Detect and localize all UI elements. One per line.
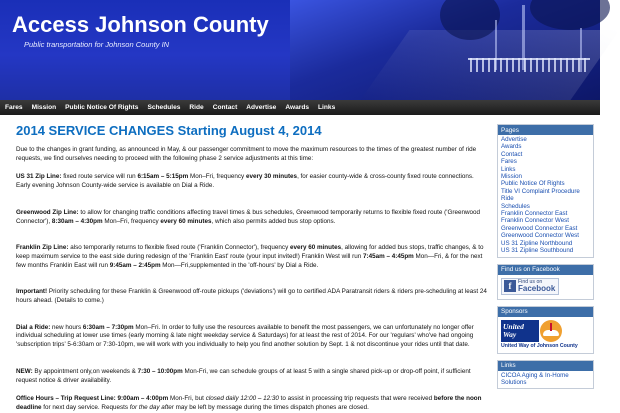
franklin-paragraph: [16, 244, 488, 270]
important-text: Priority scheduling for these Franklin & Greenwood off-route pickups ('deviations') will go to certified ADA Paratransit riders & riders pre-scheduling at least 24 hours ahead. (Details to come.): [16, 288, 487, 305]
pages-widget: [497, 124, 594, 258]
greenwood-text: Mon–Fri, frequency: [102, 217, 161, 225]
sidebar-page-link[interactable]: Public Notice Of Rights: [501, 180, 565, 188]
important-paragraph: [16, 288, 488, 305]
us31-label: US 31 Zip Line:: [16, 173, 62, 181]
main-content: [16, 123, 488, 411]
franklin-text: , allowing for added bus stops, traffic changes, & to keep maximum service to the east side during redesign of the 'Franklin East' route (your input invited!) Franklin West will run: [16, 244, 484, 260]
sidebar-page-link[interactable]: Greenwood Connector East: [501, 224, 578, 232]
nav-item-advertise[interactable]: Advertise: [246, 104, 277, 111]
dial-text: new hours: [50, 323, 83, 331]
sidebar-page-link[interactable]: Schedules: [501, 202, 530, 210]
us31-hours: 6:15am – 5:15pm: [137, 173, 189, 181]
links-widget-title: Links: [498, 361, 593, 371]
sidebar-page-link[interactable]: Awards: [501, 143, 522, 151]
nav-item-fares[interactable]: Fares: [5, 104, 23, 111]
sidebar-page-link[interactable]: Title VI Complaint Procedure: [501, 187, 580, 195]
sidebar-page-link[interactable]: Fares: [501, 158, 517, 166]
sidebar-page-link[interactable]: US 31 Zipline Northbound: [501, 239, 573, 247]
united-way-logo-icon: [501, 320, 565, 342]
new-text: By appointment only,on weekends &: [32, 367, 138, 375]
sidebar-page-link[interactable]: Franklin Connector West: [501, 217, 569, 225]
dial-a-ride-paragraph: [16, 324, 488, 350]
franklin-text: Mon—Fri,supplemented in the 'off-hours' by Dial a Ride.: [160, 261, 319, 269]
site-title-link[interactable]: Access Johnson County: [12, 12, 269, 37]
office-hours-paragraph: [16, 395, 488, 412]
greenwood-hours: 8:30am – 4:30pm: [51, 217, 103, 225]
franklin-west-hours: 7:45am – 4:45pm: [363, 252, 414, 260]
sidebar-page-link[interactable]: Links: [501, 165, 516, 173]
nav-item-links[interactable]: Links: [318, 104, 336, 111]
sidebar-external-link[interactable]: CICOA Aging & In-Home Solutions: [501, 371, 569, 386]
greenwood-text: , which also permits added bus stop options.: [211, 217, 336, 225]
sponsors-widget-title: Sponsors: [498, 307, 593, 317]
sidebar-page-link[interactable]: Advertise: [501, 136, 527, 143]
us31-frequency: every 30 minutes: [245, 173, 298, 181]
office-text: to assist in processing trip requests that were received: [278, 395, 434, 403]
dial-label: Dial a Ride:: [16, 323, 51, 331]
sidebar-page-link[interactable]: Greenwood Connector West: [501, 232, 579, 240]
franklin-frequency: every 60 minutes: [289, 244, 342, 252]
office-after: for the day after: [129, 403, 174, 411]
facebook-widget-title: Find us on Facebook: [498, 265, 593, 275]
greenwood-label: Greenwood Zip Line:: [16, 208, 79, 216]
fb-big-text: Facebook: [518, 284, 556, 293]
new-text: Mon-Fri, we can schedule groups of at least 5 with a single shared pick-up or drop-off point, if sufficient request notice & driver availability.: [16, 367, 471, 384]
office-label: Office Hours – Trip Request Line: 9:00am – 4:00pm: [16, 395, 169, 403]
sidebar-page-link[interactable]: Mission: [501, 173, 522, 181]
us31-text: , for easier county-wide & cross-county fixed route connections. Early evening Johnson County-wide service is available on Dial a Ride.: [16, 173, 474, 190]
us31-text: fixed route service will run: [61, 173, 138, 181]
greenwood-paragraph: [16, 209, 488, 226]
nav-item-awards[interactable]: Awards: [285, 104, 310, 111]
new-label: NEW:: [16, 367, 33, 375]
united-way-sponsor[interactable]: [501, 318, 590, 351]
page-title: 2014 SERVICE CHANGES Starting August 4, 2014: [16, 123, 322, 138]
sidebar: [497, 124, 594, 400]
fb-small-text: Find us on: [518, 279, 543, 286]
office-closed: closed daily 12:00 – 12:30: [205, 395, 279, 403]
greenwood-frequency: every 60 minutes: [160, 217, 212, 225]
united-way-caption: United Way of Johnson County: [501, 342, 578, 349]
new-paragraph: [16, 368, 488, 385]
site-tagline: Public transportation for Johnson County IN: [24, 40, 170, 49]
nav-item-schedules[interactable]: Schedules: [147, 104, 181, 111]
franklin-text: Mon—Fri, & for the next few months Franklin East will run: [16, 252, 483, 269]
dial-text: Mon–Fri. In order to fully use the resources available to benefit the most passengers, we can unfortunately no longer offer individual scheduling at lower use times (early morning & late night weekday service & Saturdays) for at least the rest of 2014. For our 'regulars' who've had ongoing 'subscription trips' 5-6:30am or 7:30-10pm, we will work with you individually to help you find another solution by Sept. 1 & not discontinue your rides until that date.: [16, 323, 474, 349]
franklin-east-hours: 9:45am – 2:45pm: [109, 261, 161, 269]
header-photo: [290, 0, 600, 100]
intro-paragraph: Due to the changes in grant funding, as announced in May, & our passenger commitment to move the maximum resources to the times of the greatest number of ride requests, we find ourselves needing to proceed with the following phase 2 service adjustments at this time:: [16, 146, 477, 162]
office-deadline: before the noon deadline: [16, 395, 482, 411]
sidebar-page-link[interactable]: Ride: [501, 195, 514, 203]
important-label: Important!: [16, 288, 48, 296]
office-text: Mon-Fri, but: [168, 395, 206, 403]
facebook-badge[interactable]: [501, 278, 559, 295]
site-header: [0, 0, 600, 100]
dial-hours: 6:30am – 7:30pm: [82, 323, 134, 331]
greenwood-text: to allow for changing traffic conditions affecting travel times & bus schedules, Greenwood temporarily returns to flexible fixed route ('Greenwood Connector'),: [16, 208, 481, 225]
new-hours: 7:30 – 10:00pm: [137, 367, 183, 375]
pages-widget-title: Pages: [498, 125, 593, 135]
sidebar-page-link[interactable]: Contact: [501, 150, 523, 158]
franklin-label: Franklin Zip Line:: [16, 244, 69, 252]
links-widget: [497, 360, 594, 390]
franklin-text: also temporarily returns to flexible fixed route ('Franklin Connector'), frequency: [68, 244, 290, 252]
office-text: for next day service. Requests: [41, 403, 130, 411]
nav-item-public-notice[interactable]: Public Notice Of Rights: [65, 104, 139, 111]
sidebar-page-link[interactable]: US 31 Zipline Southbound: [501, 247, 574, 255]
main-nav: [0, 100, 600, 115]
sidebar-page-link[interactable]: Franklin Connector East: [501, 210, 568, 218]
us31-text: Mon–Fri, frequency: [188, 173, 246, 181]
nav-item-ride[interactable]: Ride: [189, 104, 204, 111]
united-way-logo-text: United Way: [501, 320, 539, 342]
nav-item-mission[interactable]: Mission: [31, 104, 57, 111]
office-text: may be left by message during the times dispatch phones are closed.: [173, 403, 369, 411]
nav-item-contact[interactable]: Contact: [212, 104, 238, 111]
sponsors-widget: [497, 306, 594, 354]
facebook-icon: f: [504, 280, 516, 292]
us31-paragraph: [16, 173, 488, 190]
facebook-widget: [497, 264, 594, 300]
